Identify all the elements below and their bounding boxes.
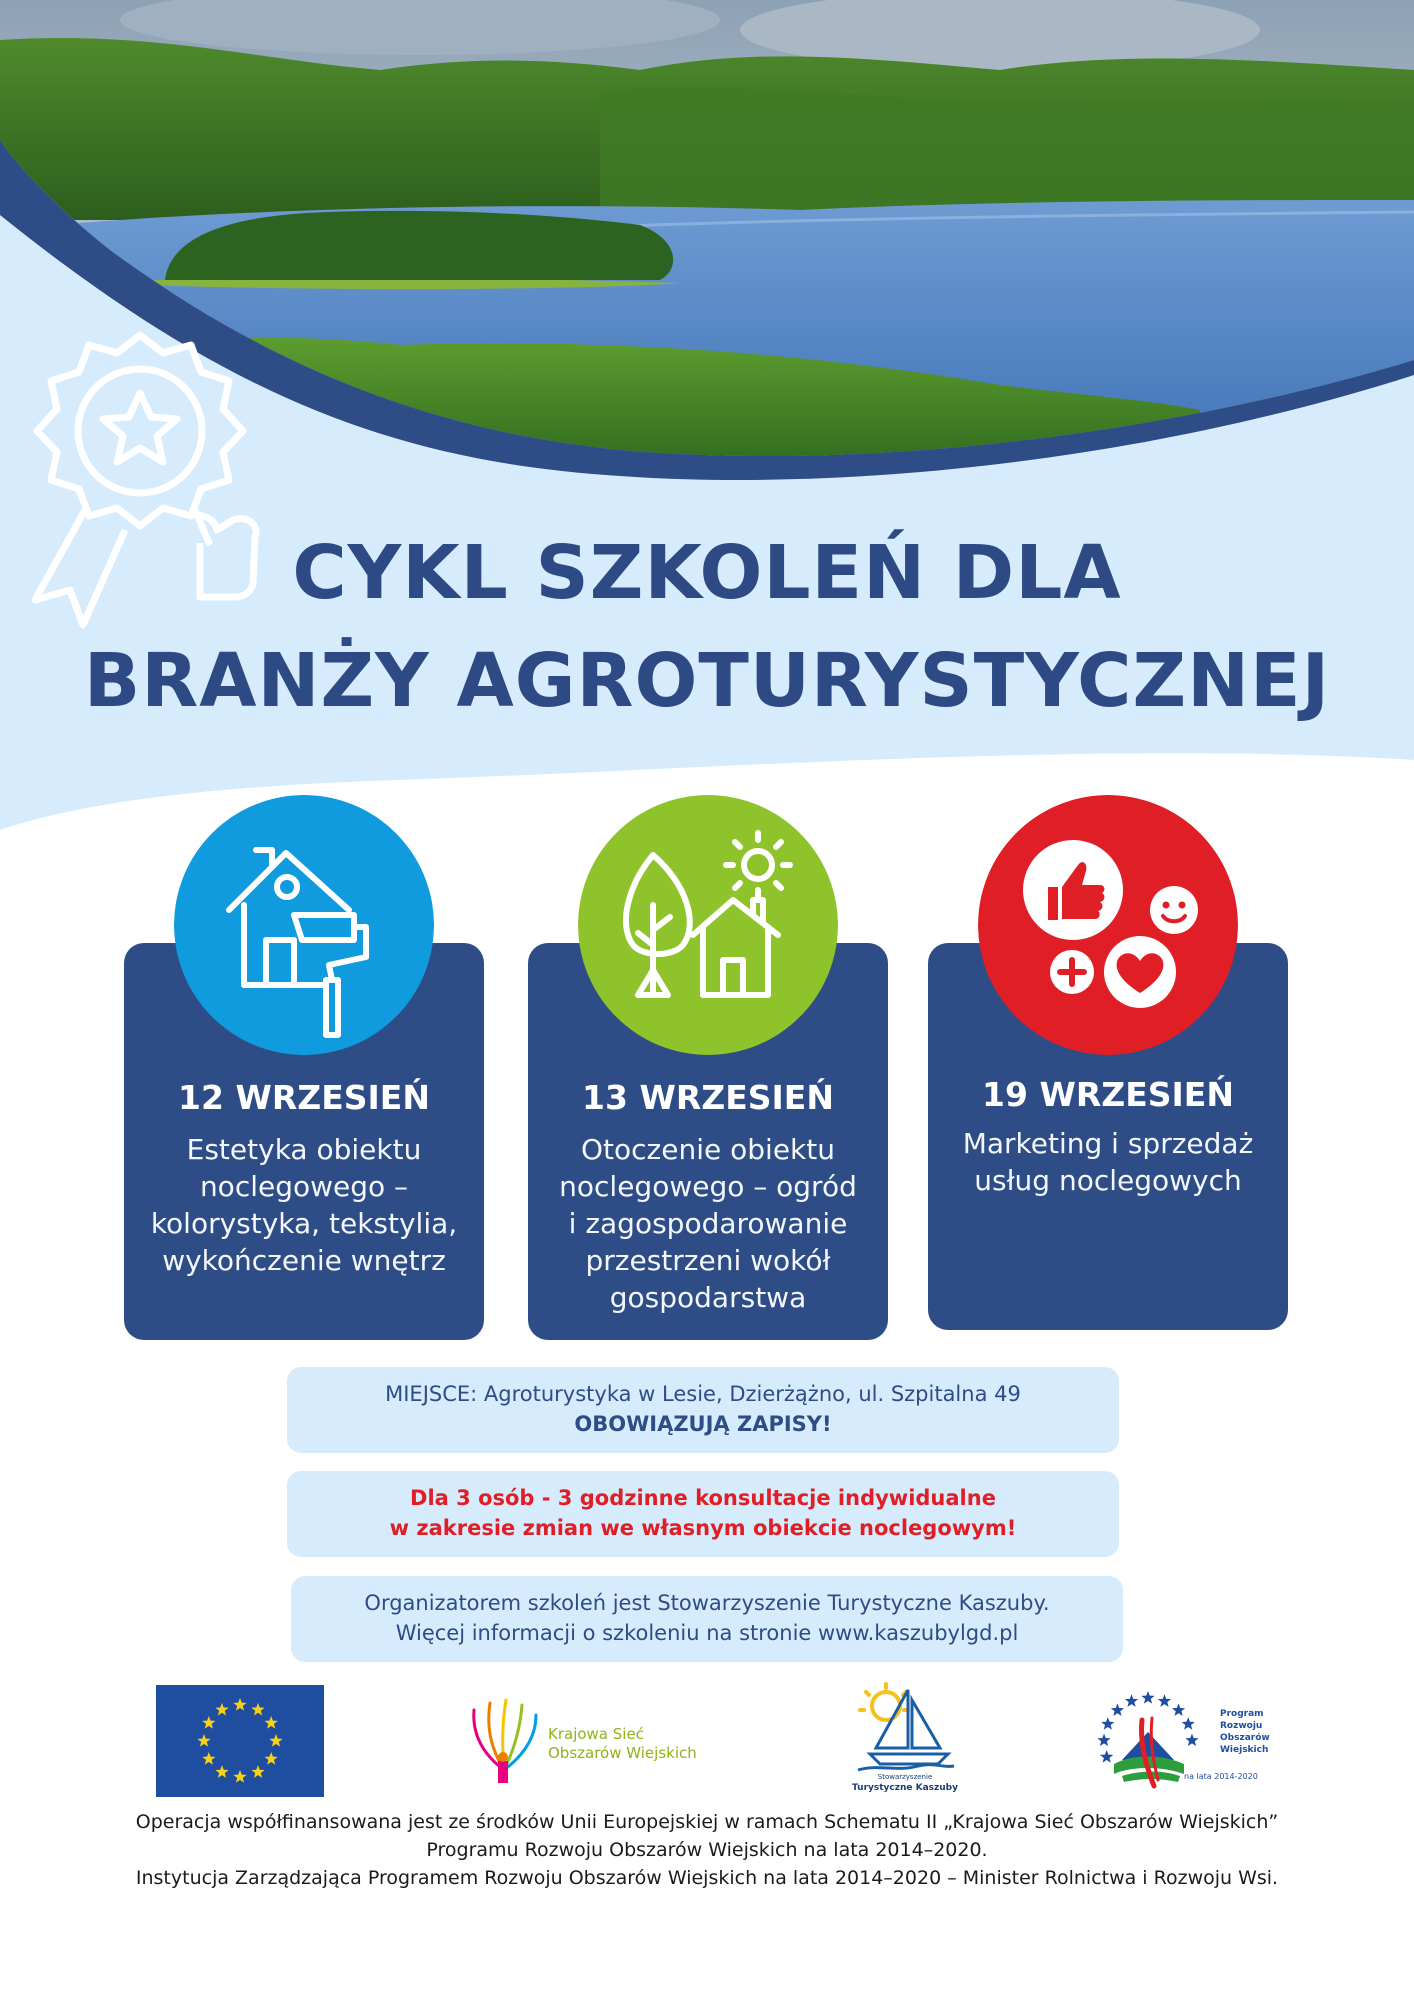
prow-line1: Program — [1220, 1709, 1264, 1719]
organizer-text: Organizatorem szkoleń jest Stowarzyszenie Turystyczne Kaszuby. — [364, 1591, 1050, 1615]
organizer-box — [291, 1576, 1123, 1662]
star-icon — [1141, 1691, 1154, 1704]
prow-text — [1220, 1708, 1270, 1756]
location-box — [287, 1367, 1119, 1453]
funding-note-line3: Instytucja Zarządzająca Programem Rozwoju Obszarów Wiejskich na lata 2014–2020 – Minister Rolnictwa i Rozwoju Wsi. — [135, 1867, 1279, 1889]
ksow-line2: Obszarów Wiejskich — [548, 1744, 697, 1762]
star-icon — [1185, 1733, 1198, 1746]
eu-flag-icon — [156, 1685, 324, 1797]
star-icon — [1101, 1717, 1114, 1730]
prow-line3: Obszarów — [1220, 1733, 1270, 1743]
card-description: Estetyka obiektu noclegowego – kolorystyka, tekstylia, wykończenie wnętrz — [150, 1133, 458, 1277]
prow-line5: na lata 2014-2020 — [1184, 1772, 1258, 1781]
prow-logo — [1092, 1690, 1272, 1790]
star-icon — [1172, 1703, 1185, 1716]
website-text: Więcej informacji o szkoleniu na stronie www.kaszubylgd.pl — [395, 1621, 1019, 1645]
page-title-line2: BRANŻY AGROTURYSTYCZNEJ — [83, 638, 1331, 724]
funding-note-line1: Operacja współfinansowana jest ze środków Unii Europejskiej w ramach Schematu II „Krajowa Sieć Obszarów Wiejskich” — [135, 1811, 1279, 1833]
funding-note-line2: Programu Rozwoju Obszarów Wiejskich na lata 2014–2020. — [426, 1839, 988, 1861]
stk-line2: Turystyczne Kaszuby — [852, 1783, 958, 1793]
thumbs-up-heart-icon — [978, 795, 1238, 1055]
card-description: Marketing i sprzedaż usług noclegowych — [962, 1127, 1254, 1197]
stk-line1: Stowarzyszenie — [877, 1773, 933, 1781]
page-title-line1: CYKL SZKOLEŃ DLA — [292, 530, 1122, 616]
tree-house-sun-icon — [578, 795, 838, 1055]
sailboat-sun-icon — [848, 1680, 958, 1772]
card-date: 13 WRZESIEŃ — [582, 1078, 834, 1117]
location-text: MIEJSCE: Agroturystyka w Lesie, Dzierżążno, ul. Szpitalna 49 — [385, 1382, 1021, 1406]
star-icon — [1111, 1703, 1124, 1716]
consultation-box — [287, 1471, 1119, 1557]
consultation-line2: w zakresie zmian we własnym obiekcie noclegowym! — [389, 1516, 1017, 1540]
star-icon — [1097, 1733, 1110, 1746]
prow-line2: Rozwoju — [1220, 1721, 1263, 1731]
ksow-line1: Krajowa Sieć — [548, 1725, 644, 1743]
card-date: 12 WRZESIEŃ — [178, 1078, 430, 1117]
ksow-tree-icon — [464, 1695, 544, 1785]
ksow-logo — [464, 1695, 734, 1785]
card-date: 19 WRZESIEŃ — [982, 1075, 1234, 1114]
consultation-line1: Dla 3 osób - 3 godzinne konsultacje indywidualne — [410, 1486, 996, 1510]
card-description: Otoczenie obiektu noclegowego – ogród i zagospodarowanie przestrzeni wokół gospodarstwa — [559, 1133, 857, 1314]
star-icon — [1182, 1717, 1195, 1730]
ksow-name — [548, 1725, 697, 1763]
star-icon — [1125, 1694, 1138, 1707]
registration-note: OBOWIĄZUJĄ ZAPISY! — [574, 1412, 832, 1436]
stk-logo — [840, 1680, 970, 1800]
prow-line4: Wiejskich — [1220, 1745, 1269, 1755]
house-paint-roller-icon — [174, 795, 434, 1055]
star-icon — [1100, 1750, 1113, 1763]
star-icon — [1158, 1694, 1171, 1707]
